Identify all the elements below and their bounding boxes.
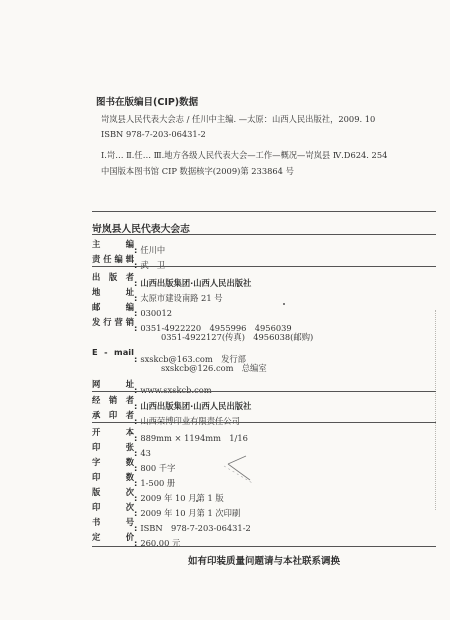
spec-value: 800 千字: [140, 463, 176, 473]
pencil-mark: [210, 448, 270, 493]
divider: [92, 546, 436, 547]
cip-line: 中国版本图书馆 CIP 数据核字(2009)第 233864 号: [101, 166, 294, 176]
publisher-row: 出 版 者: 山西出版集团·山西人民出版社: [92, 272, 252, 288]
editor-value: 任川中: [140, 245, 166, 255]
spec-row: 定 价: 260.00 元: [92, 532, 181, 548]
printer-row: 承 印 者: 山西荣博印业有限责任公司: [92, 410, 240, 426]
spec-value: 2009 年 10 月第 1 次印刷: [140, 508, 241, 518]
spec-label: 定 价: [92, 532, 134, 542]
email-row: E - mail: sxskcb@163.com 发行部: [92, 347, 246, 364]
cip-title: 图书在版编目(CIP)数据: [96, 97, 199, 108]
spec-value: ISBN 978-7-203-06431-2: [140, 523, 251, 533]
distributor-row: 经 销 者: 山西出版集团·山西人民出版社: [92, 395, 252, 411]
spec-label: 书 号: [92, 517, 134, 527]
spec-row: 版 次: 2009 年 10 月第 1 版: [92, 487, 224, 503]
postcode-label: 邮 编: [92, 302, 134, 312]
publisher-label: 出 版 者: [92, 272, 134, 282]
cip-line: Ⅰ.岢… Ⅱ.任… Ⅲ.地方各级人民代表大会—工作—概况—岢岚县 Ⅳ.D624. 254: [101, 150, 388, 160]
divider: [92, 422, 436, 423]
page-edge-line: [435, 310, 437, 510]
spec-row: 印 数: 1-500 册: [92, 472, 176, 488]
distributor-label: 经 销 者: [92, 395, 134, 405]
divider: [92, 234, 436, 235]
spec-label: 印 数: [92, 472, 134, 482]
divider: [92, 391, 436, 392]
spec-label: 字 数: [92, 457, 134, 467]
spec-value: 43: [140, 448, 151, 458]
dust-speck: [283, 303, 285, 305]
spec-row: 字 数: 800 千字: [92, 457, 176, 473]
editor-row: 主 编: 任川中: [92, 239, 166, 255]
website-row: 网 址: www.sxskcb.com: [92, 379, 212, 395]
spec-label: 印 张: [92, 442, 134, 452]
postcode-value: 030012: [140, 308, 173, 318]
website-value: www.sxskcb.com: [140, 385, 212, 395]
editor-label: 主 编: [92, 239, 134, 249]
footer-notice: 如有印装质量问题请与本社联系调换: [187, 556, 340, 567]
address-value: 太原市建设南路 21 号: [140, 293, 223, 303]
printer-value: 山西荣博印业有限责任公司: [140, 416, 240, 426]
publisher-value: 山西出版集团·山西人民出版社: [140, 278, 252, 288]
postcode-row: 邮 编: 030012: [92, 302, 173, 318]
spec-label: 版 次: [92, 487, 134, 497]
book-title: 岢岚县人民代表大会志: [92, 224, 190, 235]
spec-label: 印 次: [92, 502, 134, 512]
spec-value: 1-500 册: [140, 478, 176, 488]
spec-row: 印 次: 2009 年 10 月第 1 次印刷: [92, 502, 241, 518]
spec-row: 开 本: 889mm × 1194mm 1/16: [92, 427, 248, 443]
editor-label: 责任编辑: [92, 254, 134, 264]
address-row: 地 址: 太原市建设南路 21 号: [92, 287, 223, 303]
sales-row: 发行营销: 0351-4922220 4955996 4956039: [92, 317, 292, 333]
email-value: sxskcb@126.com 总编室: [161, 363, 267, 373]
email-value: sxskcb@163.com 发行部: [140, 354, 246, 364]
address-label: 地 址: [92, 287, 134, 297]
cip-line: 岢岚县人民代表大会志 / 任川中主编. —太原：山西人民出版社，2009. 10: [101, 114, 376, 124]
spec-value: 260.00 元: [140, 538, 181, 548]
editor-row: 责任编辑: 武 卫: [92, 254, 166, 270]
spec-label: 开 本: [92, 427, 134, 437]
spec-value: 889mm × 1194mm 1/16: [140, 433, 248, 443]
cip-line: ISBN 978-7-203-06431-2: [101, 129, 206, 139]
spec-row: 书 号: ISBN 978-7-203-06431-2: [92, 517, 251, 533]
sales-value: 0351-4922127(传真) 4956038(邮购): [161, 332, 314, 342]
divider: [92, 266, 436, 267]
sales-label: 发行营销: [92, 317, 134, 327]
editor-value: 武 卫: [140, 260, 166, 270]
distributor-value: 山西出版集团·山西人民出版社: [140, 401, 252, 411]
divider: [92, 211, 436, 212]
website-label: 网 址: [92, 379, 134, 389]
printer-label: 承 印 者: [92, 410, 134, 420]
email-label: E - mail: [92, 347, 134, 357]
spec-row: 印 张: 43: [92, 442, 151, 458]
sales-value: 0351-4922220 4955996 4956039: [140, 323, 292, 333]
spec-value: 2009 年 10 月第 1 版: [140, 493, 224, 503]
